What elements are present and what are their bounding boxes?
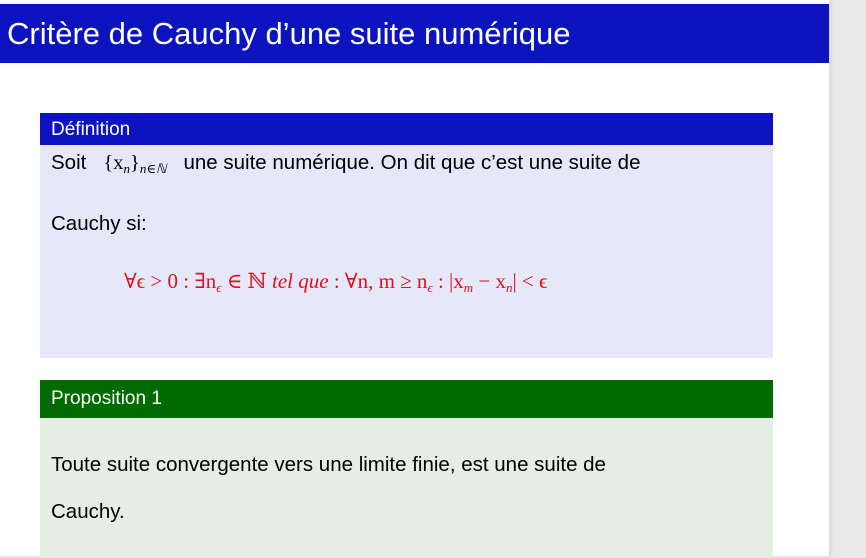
sequence-notation <box>103 152 166 174</box>
sequence-index: n∈ℕ <box>139 161 167 176</box>
definition-text-soit: Soit <box>51 151 87 174</box>
formula-part-6: | < ϵ <box>512 269 548 293</box>
formula-tel-que: tel que <box>272 269 329 293</box>
definition-block <box>40 113 773 358</box>
proposition-header: Proposition 1 <box>40 380 773 418</box>
proposition-line-1: Toute suite convergente vers une limite finie, est une suite de <box>51 453 606 476</box>
formula-sub-n: n <box>505 280 513 295</box>
sequence-open: {x <box>103 152 124 174</box>
sequence-close: } <box>130 152 140 174</box>
formula-part-5: − x <box>473 269 506 293</box>
proposition-line-2: Cauchy. <box>51 500 125 523</box>
formula-sub-1: ϵ <box>216 280 222 295</box>
definition-line-1 <box>51 151 641 177</box>
sequence-subscript: n <box>123 161 131 176</box>
formula-part-1: ∀ϵ > 0 : ∃n <box>124 269 217 293</box>
formula-part-2: ∈ ℕ <box>221 269 272 293</box>
formula-sub-m: m <box>463 280 474 295</box>
slide-title: Critère de Cauchy d’une suite numérique <box>0 4 829 63</box>
formula-part-4: : |x <box>432 269 464 293</box>
definition-text-rest: une suite numérique. On dit que c’est une suite de <box>183 151 641 174</box>
proposition-block <box>40 380 773 558</box>
formula-sub-2: ϵ <box>427 280 433 295</box>
definition-body <box>40 145 773 358</box>
definition-line-2: Cauchy si: <box>51 212 147 235</box>
proposition-body <box>40 418 773 558</box>
formula-part-3: : ∀n, m ≥ n <box>328 269 428 293</box>
cauchy-formula <box>124 269 548 296</box>
definition-header: Définition <box>40 113 773 145</box>
